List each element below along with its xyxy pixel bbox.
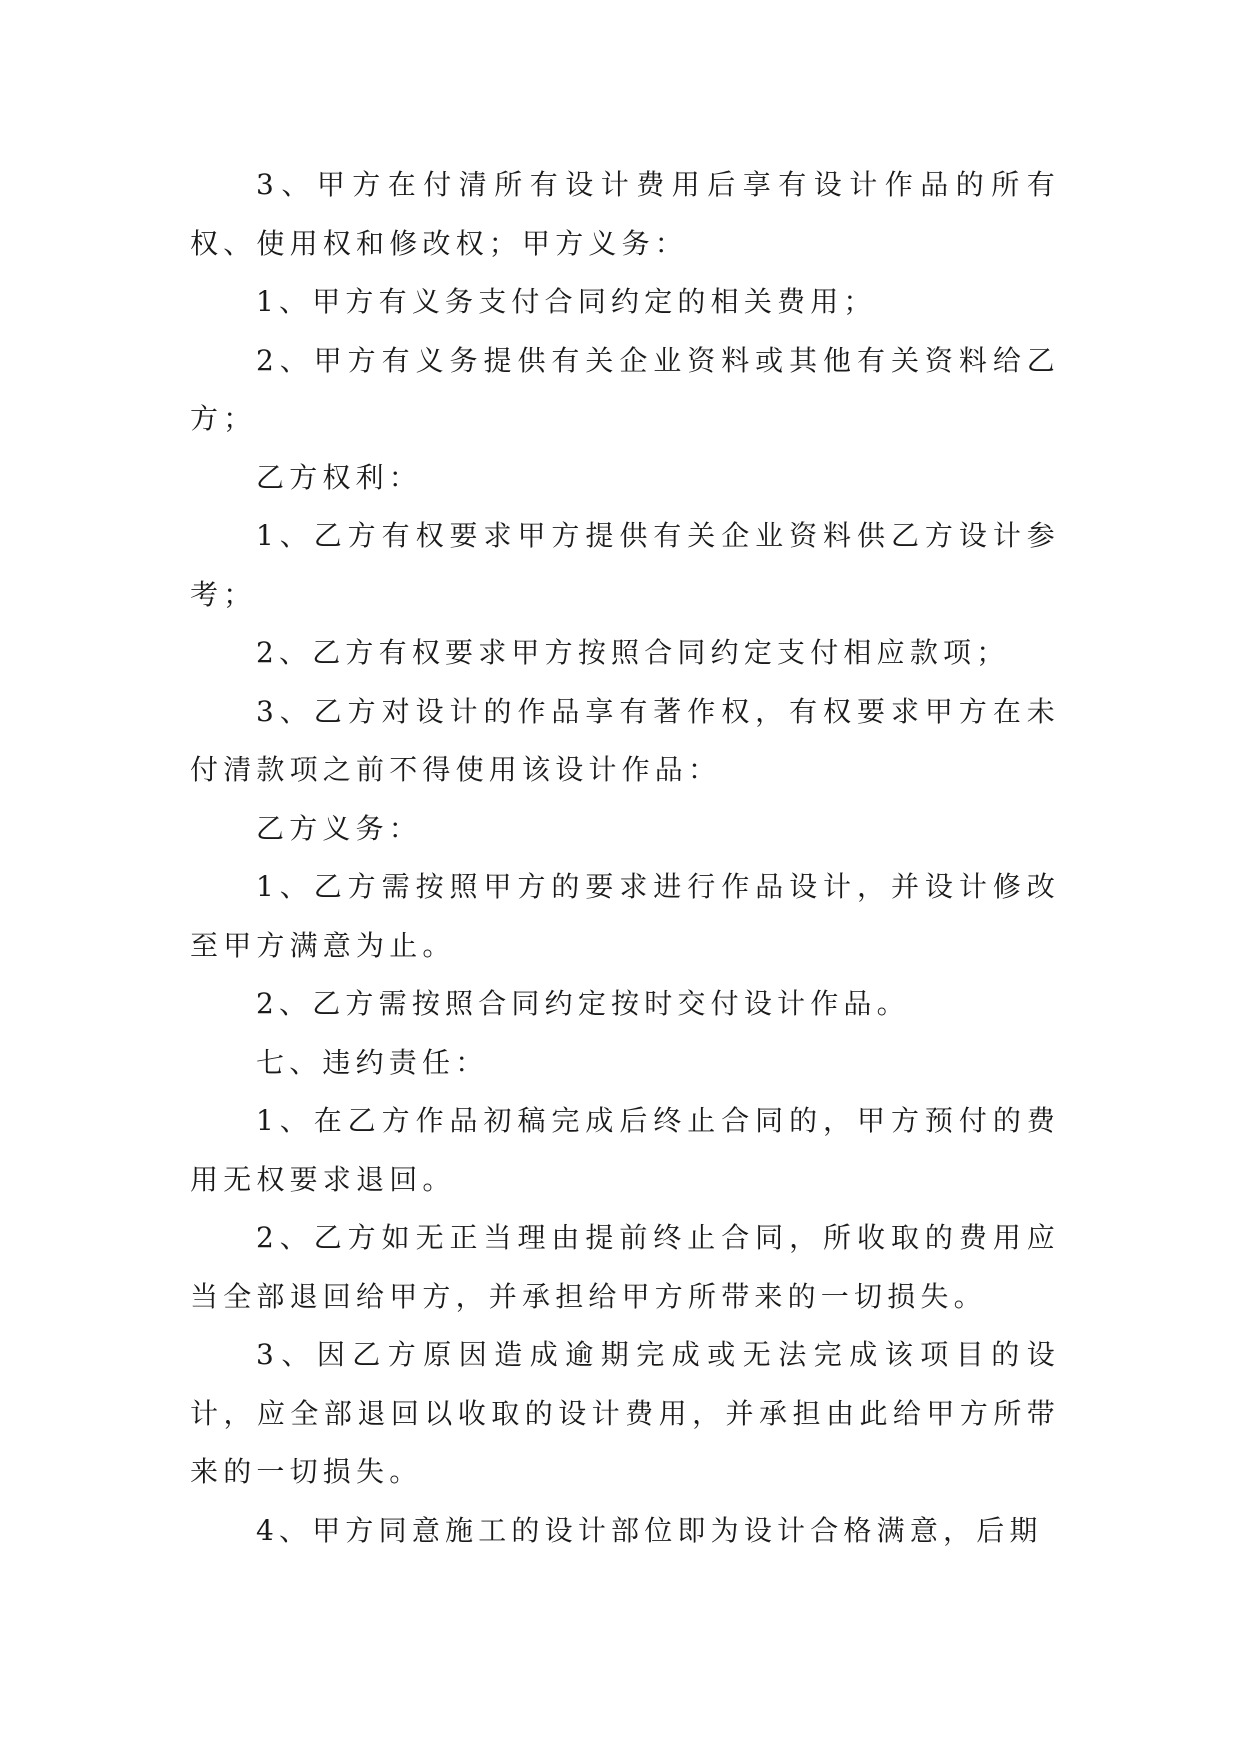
paragraph-party-a-duty-materials: 2、甲方有义务提供有关企业资料或其他有关资料给乙方； [190, 343, 1060, 435]
paragraph-party-a-duty-payment: 1、甲方有义务支付合同约定的相关费用； [256, 285, 877, 318]
paragraph-breach-1: 1、在乙方作品初稿完成后终止合同的，甲方预付的费用无权要求退回。 [190, 1104, 1060, 1196]
paragraph-party-b-duty-delivery: 2、乙方需按照合同约定按时交付设计作品。 [256, 987, 910, 1020]
paragraph-breach-4: 4、甲方同意施工的设计部位即为设计合格满意，后期 [256, 1513, 1043, 1547]
heading-party-b-duties: 乙方义务： [256, 811, 423, 845]
paragraph-breach-3: 3、因乙方原因造成逾期完成或无法完成该项目的设计，应全部退回以收取的设计费用，并承担由此给甲方所带来的一切损失。 [190, 1338, 1060, 1488]
paragraph-party-b-duty-design: 1、乙方需按照甲方的要求进行作品设计，并设计修改至甲方满意为止。 [190, 870, 1060, 962]
paragraph-breach-2: 2、乙方如无正当理由提前终止合同，所收取的费用应当全部退回给甲方，并承担给甲方所带来的一切损失。 [190, 1221, 1060, 1313]
paragraph-party-b-right-payment: 2、乙方有权要求甲方按照合同约定支付相应款项； [256, 636, 1010, 669]
document-body [190, 156, 1060, 1560]
paragraph-party-a-ownership: 3、甲方在付清所有设计费用后享有设计作品的所有权、使用权和修改权；甲方义务： [190, 168, 1060, 260]
heading-breach-liability: 七、违约责任： [256, 1045, 489, 1079]
paragraph-party-b-right-copyright: 3、乙方对设计的作品享有著作权，有权要求甲方在未付清款项之前不得使用该设计作品： [190, 694, 1060, 786]
paragraph-party-b-right-materials: 1、乙方有权要求甲方提供有关企业资料供乙方设计参考； [190, 519, 1060, 611]
heading-party-b-rights: 乙方权利： [256, 460, 423, 494]
